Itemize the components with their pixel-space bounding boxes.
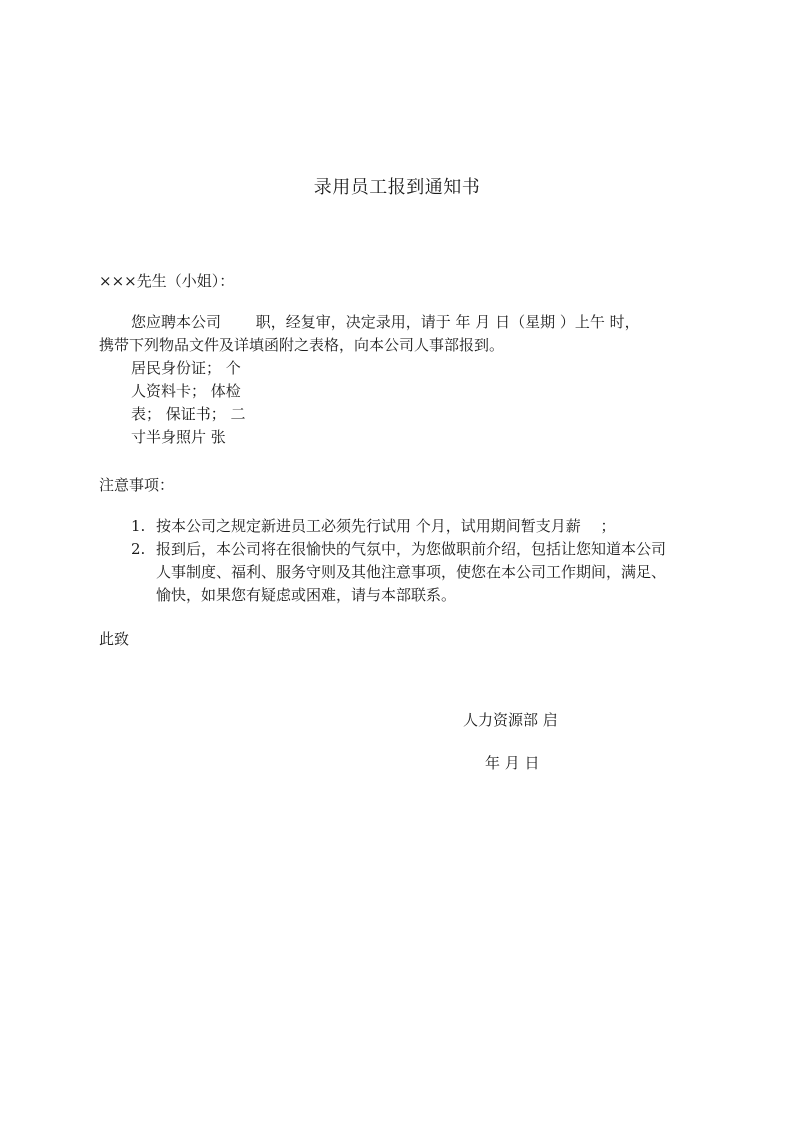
note-number: 1. [131, 517, 146, 535]
closing: 此致 [99, 630, 130, 648]
signature-date: 年 月 日 [485, 754, 540, 772]
notes-heading: 注意事项： [99, 476, 175, 494]
note-line: 愉快，如果您有疑虑或困难，请与本部联系。 [156, 586, 457, 604]
required-item: 表； 保证书； 二 [131, 405, 246, 423]
required-item: 人资料卡； 体检 [131, 382, 241, 400]
note-line: 报到后，本公司将在很愉快的气氛中，为您做职前介绍，包括让您知道本公司 [156, 540, 667, 558]
note-number: 2. [131, 540, 146, 558]
required-item: 居民身份证； 个 [131, 359, 241, 377]
note-line: 按本公司之规定新进员工必须先行试用 个月，试用期间暂支月薪 ； [156, 517, 616, 535]
notes-list [131, 515, 711, 607]
body-line-1: 您应聘本公司 职，经复审，决定录用，请于 年 月 日（星期 ）上午 时， [131, 313, 640, 331]
salutation: ×××先生（小姐）： [99, 272, 235, 290]
note-body [156, 538, 666, 607]
signer: 人力资源部 启 [463, 711, 558, 729]
note-body [156, 515, 616, 538]
body-paragraph [99, 311, 699, 357]
body-line-2: 携带下列物品文件及详填函附之表格，向本公司人事部报到。 [99, 336, 505, 354]
required-item: 寸半身照片 张 [131, 428, 226, 446]
required-items-list [131, 357, 246, 449]
note-item [131, 515, 711, 538]
note-line: 人事制度、福利、服务守则及其他注意事项，使您在本公司工作期间，满足、 [156, 563, 667, 581]
note-item [131, 538, 711, 607]
document-title: 录用员工报到通知书 [313, 177, 481, 198]
